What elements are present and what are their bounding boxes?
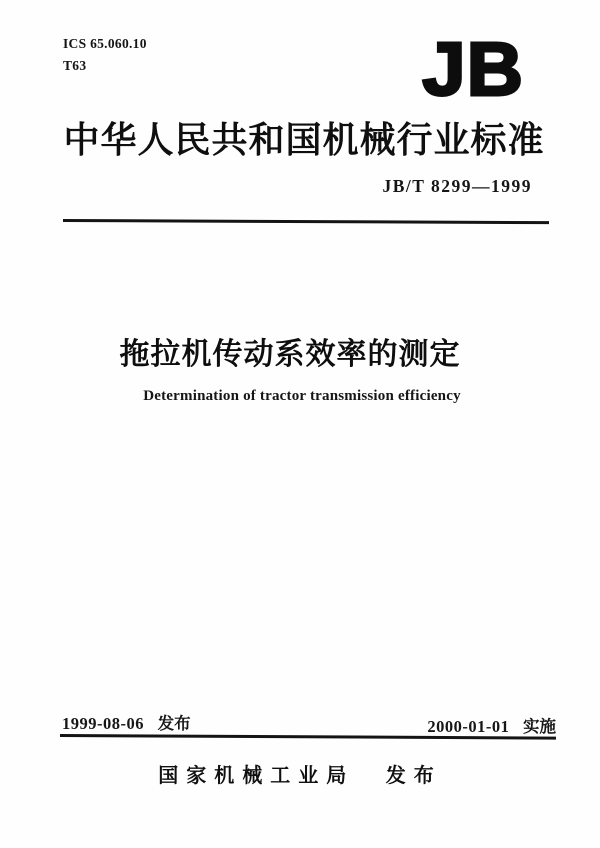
doc-class-code: T63	[63, 58, 87, 73]
implement-date-value: 2000-01-01	[427, 717, 510, 736]
standard-number: JB/T 8299—1999	[382, 176, 532, 196]
english-title: Determination of tractor transmission efficiency	[143, 388, 461, 404]
main-title: 拖拉机传动系效率的测定	[119, 338, 461, 371]
issue-date-value: 1999-08-06	[62, 714, 144, 733]
dates-row	[62, 710, 556, 734]
publisher-line	[0, 759, 600, 788]
jb-standard-logo: JB	[422, 26, 524, 112]
issue-date-label: 发布	[157, 715, 191, 733]
publisher-name: 国家机械工业局	[158, 765, 355, 787]
publisher-action: 发布	[385, 765, 442, 787]
classification-codes	[63, 33, 147, 77]
header-title: 中华人民共和国机械行业标准	[63, 119, 545, 160]
implement-date	[427, 713, 556, 737]
header-rule	[63, 219, 549, 224]
issue-date	[62, 710, 191, 734]
implement-date-label: 实施	[523, 718, 556, 736]
ics-code: ICS 65.060.10	[63, 36, 147, 51]
